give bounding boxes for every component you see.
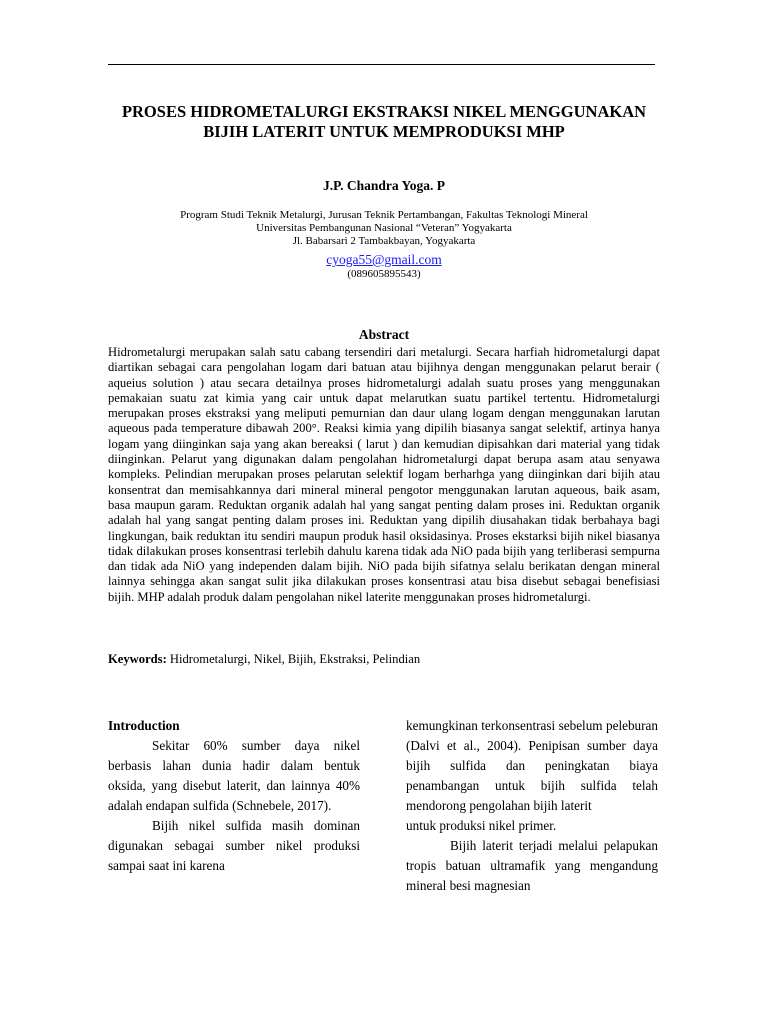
- abstract-heading: Abstract: [358, 327, 410, 342]
- right-paragraph-1: kemungkinan terkonsentrasi sebelum peleburan (Dalvi et al., 2004). Penipisan sumber daya bijih sulfida dan peningkatan biaya penambangan untuk bijih sulfida telah mendorong pengolahan bijih laterit: [406, 718, 658, 813]
- author-phone: (089605895543): [347, 268, 421, 280]
- right-paragraph-2: untuk produksi nikel primer.: [406, 818, 557, 833]
- paper-title: PROSES HIDROMETALURGI EKSTRAKSI NIKEL MENGGUNAKAN BIJIH LATERIT UNTUK MEMPRODUKSI MHP: [121, 102, 647, 141]
- left-column: [108, 716, 360, 876]
- introduction-heading: Introduction: [108, 718, 180, 733]
- keywords: [108, 652, 660, 667]
- affiliation-line-1: Program Studi Teknik Metalurgi, Jurusan Teknik Pertambangan, Fakultas Teknologi Mineral: [180, 209, 588, 221]
- abstract-body: Hidrometalurgi merupakan salah satu cabang tersendiri dari metalurgi. Secara harfiah hidrometalurgi dapat diartikan sebagai cara pengolahan logam dari batuan atau bijihnya dengan menggunakan pelarut berair ( aqueius solution ) atau secara detailnya proses hidrometalurgi adalah suatu proses yang menggunakan pemakaian suatu zat kimia yang cair untuk dapat melarutkan suatu partikel tertentu. Hidrometalurgi merupakan proses ekstraksi yang meliputi pemurnian dan daur ulang logam dengan menggunakan larutan aqueous pada temperature dibawah 200°. Reaksi kimia yang dipilih biasanya sangat selektif, artinya hanya logam yang diinginkan saja yang akan bereaksi ( larut ) dan kemudian dipisahkan dari material yang tidak diinginkan. Pelarut yang digunakan dalam pengolahan hidrometalurgi dapat berupa asam atau senyawa kompleks. Pelindian merupakan proses pelarutan selektif logam berharhga yang diinginkan dari bijih atau konsentrat dan memisahkannya dari mineral mineral pengotor menggunakan larutan aqueous, baik asam, basa maupun garam. Reduktan organik adalah hal yang sangat penting dalam proses ini. Reduktan organik adalah hal yang sangat penting dalam proses ini. Reduktan yang dipilih diusahakan tidak berbahaya bagi lingkungan, baik reduktan itu sendiri maupun produk hasil oksidasinya. Proses ekstarksi bijih nikel biasanya tidak dilakukan proses konsentrasi terlebih dahulu karena tidak ada NiO pada bijih yang terliberasi sempurna dan tidak ada NiO yang independen dalam bijih. NiO pada bijih sifatnya selalu berikatan dengan mineral lainnya sehingga akan sangat sulit jika dilakukan proses konsentrasi atau bisa disebut sebagai benefisiasi bijih. MHP adalah produk dalam pengolahan nikel laterite menggunakan proses hidrometalurgi.: [108, 345, 660, 604]
- author-name: J.P. Chandra Yoga. P: [322, 178, 446, 193]
- author-email-link[interactable]: cyoga55@gmail.com: [326, 252, 442, 267]
- affiliation-line-3: Jl. Babarsari 2 Tambakbayan, Yogyakarta: [292, 235, 476, 247]
- affiliation: [108, 209, 660, 248]
- left-paragraph-2: Bijih nikel sulfida masih dominan digunakan sebagai sumber nikel produksi sampai saat ini karena: [108, 818, 360, 873]
- affiliation-line-2: Universitas Pembangunan Nasional “Veteran” Yogyakarta: [256, 222, 512, 234]
- right-paragraph-3: Bijih laterit terjadi melalui pelapukan tropis batuan ultramafik yang mengandung mineral besi magnesian: [406, 838, 658, 893]
- right-column: [406, 716, 658, 896]
- keywords-label: Keywords:: [108, 652, 167, 666]
- left-paragraph-1: Sekitar 60% sumber daya nikel berbasis lahan dunia hadir dalam bentuk oksida, yang disebut laterit, dan lainnya 40% adalah endapan sulfida (Schnebele, 2017).: [108, 738, 360, 813]
- keywords-list: Hidrometalurgi, Nikel, Bijih, Ekstraksi, Pelindian: [166, 652, 421, 666]
- top-rule: [108, 64, 655, 65]
